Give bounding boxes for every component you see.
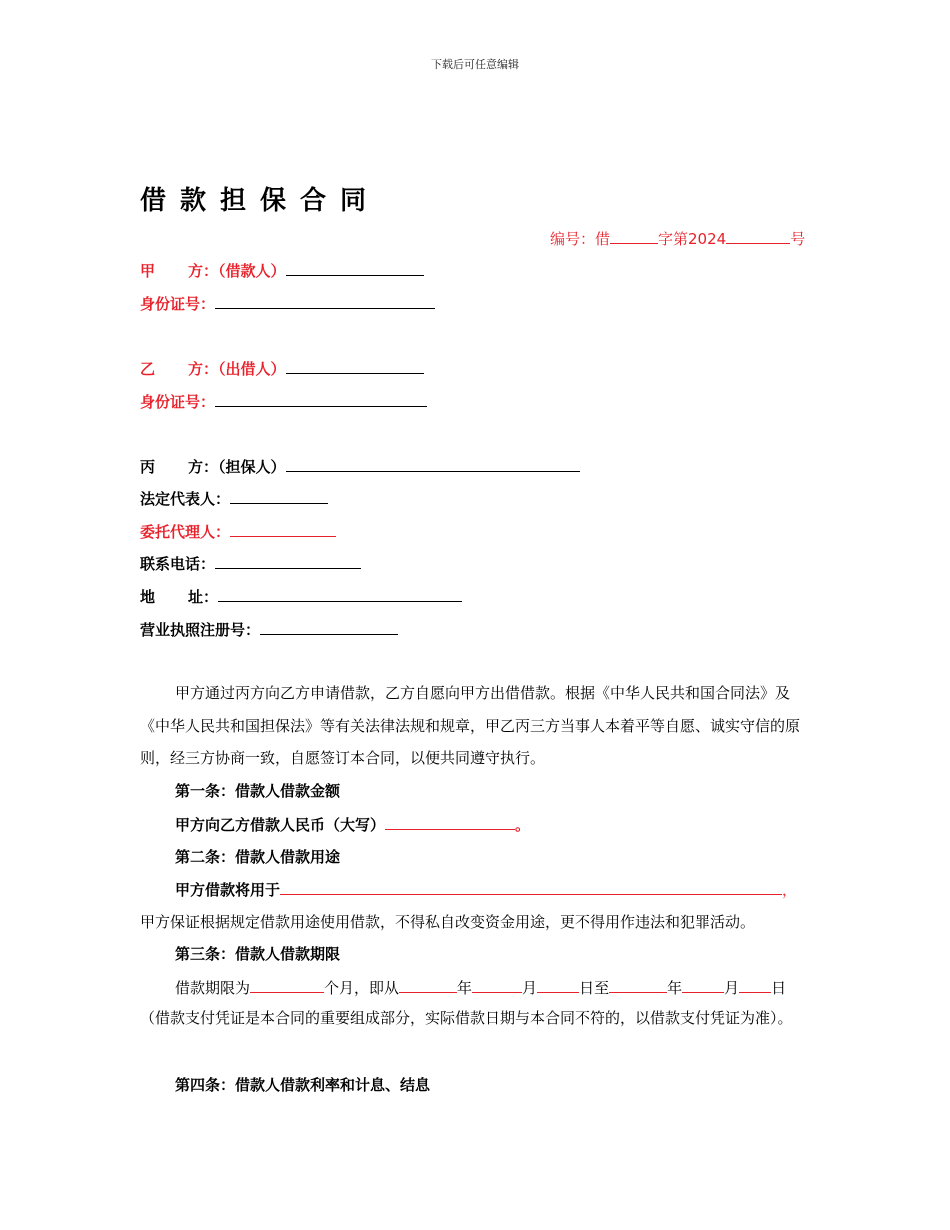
phone-label: 联系电话： <box>140 555 216 573</box>
license-field[interactable] <box>260 618 398 635</box>
party-a-line <box>140 259 424 281</box>
article-3-note: （借款支付凭证是本合同的重要组成部分，实际借款日期与本合同不符的，以借款支付凭证为准）。 <box>140 1009 793 1027</box>
legal-rep-label: 法定代表人： <box>140 490 231 508</box>
term-from-label: 个月，即从 <box>324 979 400 997</box>
article-2-line <box>175 878 797 900</box>
start-month-field[interactable] <box>472 976 522 993</box>
page-title: 借款担保合同 <box>140 186 381 216</box>
article-1-line <box>175 813 530 835</box>
party-c-line <box>140 455 580 477</box>
preamble-paragraph: 甲方通过丙方向乙方申请借款，乙方自愿向甲方出借借款。根据《中华人民共和国合同法》及《中华人民共和国担保法》等有关法律法规和规章，甲乙丙三方当事人本着平等自愿、诚实守信的原则，经三方协商一致，自愿签订本合同，以便共同遵守执行。 <box>140 684 801 767</box>
end-month-field[interactable] <box>682 976 724 993</box>
license-line <box>140 618 398 640</box>
contract-number <box>550 227 805 249</box>
start-day-label: 日至 <box>579 979 610 997</box>
party-c-role: （担保人） <box>218 458 286 476</box>
article-2-title: 第二条：借款人借款用途 <box>175 848 341 866</box>
start-year-field[interactable] <box>399 976 457 993</box>
start-day-field[interactable] <box>537 976 579 993</box>
party-a-id-line <box>140 292 435 314</box>
party-a-name-field[interactable] <box>286 259 424 276</box>
party-b-char1: 乙 <box>140 360 156 378</box>
address-field[interactable] <box>218 585 462 602</box>
party-a-char1: 甲 <box>140 262 156 280</box>
legal-rep-field[interactable] <box>230 487 328 504</box>
header-note: 下载后可任意编辑 <box>431 58 519 71</box>
article-1-title: 第一条：借款人借款金额 <box>175 782 341 800</box>
article-4-title: 第四条：借款人借款利率和计息、结息 <box>175 1076 431 1094</box>
party-c-name-field[interactable] <box>286 455 580 472</box>
term-months-field[interactable] <box>250 976 324 993</box>
loan-purpose-field[interactable] <box>280 878 782 895</box>
article-1-text: 甲方向乙方借款人民币（大写） <box>175 816 386 834</box>
agent-field[interactable] <box>230 520 336 537</box>
phone-field[interactable] <box>215 552 361 569</box>
article-1-end: 。 <box>515 816 531 834</box>
address-char1: 地 <box>140 588 156 606</box>
address-char2: 址： <box>188 588 219 606</box>
end-day-label: 日 <box>771 979 787 997</box>
party-b-id-line <box>140 390 427 412</box>
party-b-role: （出借人） <box>218 360 286 378</box>
party-c-char2: 方： <box>188 458 219 476</box>
contract-no-suffix: 号 <box>790 230 806 248</box>
legal-rep-line <box>140 487 328 509</box>
party-b-char2: 方： <box>188 360 219 378</box>
party-c-char1: 丙 <box>140 458 156 476</box>
party-b-line <box>140 357 424 379</box>
address-line <box>140 585 462 607</box>
party-a-role: （借款人） <box>218 262 286 280</box>
end-day-field[interactable] <box>739 976 771 993</box>
end-year-field[interactable] <box>609 976 667 993</box>
end-month-label: 月 <box>724 979 740 997</box>
contract-no-mid: 字第2024 <box>658 230 727 248</box>
contract-no-blank-2[interactable] <box>726 227 790 244</box>
agent-label: 委托代理人： <box>140 523 231 541</box>
party-b-id-field[interactable] <box>215 390 427 407</box>
start-year-label: 年 <box>457 979 473 997</box>
article-2-text2: 甲方保证根据规定借款用途使用借款，不得私自改变资金用途，更不得用作违法和犯罪活动。 <box>140 913 756 931</box>
party-b-name-field[interactable] <box>286 357 424 374</box>
party-b-id-label: 身份证号： <box>140 393 216 411</box>
article-2-text: 甲方借款将用于 <box>175 881 281 899</box>
agent-line <box>140 520 336 542</box>
start-month-label: 月 <box>522 979 538 997</box>
article-2-end: ， <box>782 881 798 899</box>
end-year-label: 年 <box>667 979 683 997</box>
party-a-char2: 方： <box>188 262 219 280</box>
article-3-line <box>175 976 786 998</box>
party-a-id-label: 身份证号： <box>140 295 216 313</box>
contract-no-label: 编号：借 <box>550 230 611 248</box>
party-a-id-field[interactable] <box>215 292 435 309</box>
phone-line <box>140 552 361 574</box>
article-3-title: 第三条：借款人借款期限 <box>175 945 341 963</box>
loan-amount-field[interactable] <box>385 813 515 830</box>
contract-no-blank-1[interactable] <box>610 227 658 244</box>
term-label: 借款期限为 <box>175 979 251 997</box>
license-label: 营业执照注册号： <box>140 621 261 639</box>
